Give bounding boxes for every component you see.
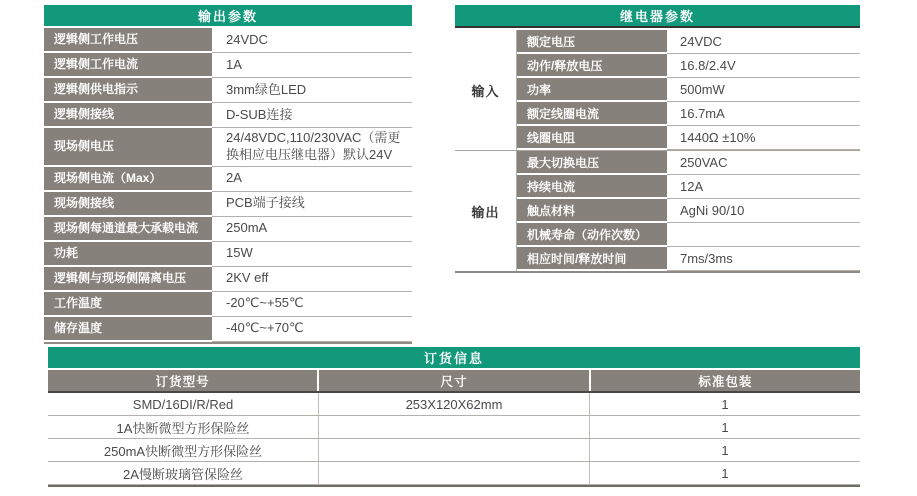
spec-label: 持续电流 [517,175,667,199]
table-bottom-border [455,271,860,273]
spec-label: 最大切换电压 [517,151,667,175]
spec-value: 2KV eff [212,267,412,292]
package-cell: 1 [589,393,860,416]
spec-label: 工作温度 [44,292,212,317]
table-row [517,175,860,199]
spec-value: -40℃~+70℃ [212,317,412,342]
table-row [517,223,860,247]
table-row [517,78,860,102]
package-cell: 1 [589,439,860,462]
spec-value: 24VDC [667,30,860,54]
package-cell: 1 [589,416,860,439]
size-cell [318,462,589,485]
spec-label: 逻辑侧接线 [44,103,212,128]
spec-label: 动作/释放电压 [517,54,667,78]
spec-label: 逻辑侧供电指示 [44,78,212,103]
spec-value: 16.7mA [667,102,860,126]
relay-parameters-table [455,5,860,273]
table-row [44,192,412,217]
table-row [44,28,412,53]
table-row [48,393,860,416]
model-cell: 1A快断微型方形保险丝 [48,416,318,439]
column-header-package: 标准包装 [589,370,860,391]
spec-value: -20℃~+55℃ [212,292,412,317]
column-header-size: 尺寸 [317,370,588,391]
spec-value: 24VDC [212,28,412,53]
model-cell: 250mA快断微型方形保险丝 [48,439,318,462]
table-bottom-border [48,485,860,487]
spec-value: 500mW [667,78,860,102]
spec-label: 触点材料 [517,199,667,223]
spec-label: 储存温度 [44,317,212,342]
spec-label: 逻辑侧工作电压 [44,28,212,53]
spec-value: D-SUB连接 [212,103,412,128]
table-row [44,317,412,342]
spec-label: 逻辑侧工作电流 [44,53,212,78]
spec-value: 2A [212,167,412,192]
table-row [44,78,412,103]
spec-label: 机械寿命（动作次数） [517,223,667,247]
size-cell: 253X120X62mm [318,393,589,416]
table-row [44,267,412,292]
spec-label: 相应时间/释放时间 [517,247,667,271]
spec-value: 1A [212,53,412,78]
table-row [44,128,412,167]
spec-value: 7ms/3ms [667,247,860,271]
table-bottom-border [44,342,412,344]
spec-label: 线圈电阻 [517,126,667,150]
spec-label: 现场侧接线 [44,192,212,217]
relay-parameters-title: 继电器参数 [455,5,860,28]
output-parameters-table [44,5,412,344]
model-cell: 2A慢断玻璃管保险丝 [48,462,318,485]
table-row [48,416,860,439]
spec-value: 16.8/2.4V [667,54,860,78]
table-row [517,247,860,271]
output-parameters-title: 输出参数 [44,5,412,26]
spec-value: PCB端子接线 [212,192,412,217]
spec-label: 现场侧电压 [44,128,212,167]
spec-value: 15W [212,242,412,267]
table-row [517,199,860,223]
spec-label: 逻辑侧与现场侧隔离电压 [44,267,212,292]
table-row [48,462,860,485]
table-row [517,102,860,126]
spec-value: 3mm绿色LED [212,78,412,103]
table-row [517,54,860,78]
spec-label: 功耗 [44,242,212,267]
ordering-info-title: 订货信息 [48,347,860,368]
ordering-header-row [48,370,860,393]
output-parameters-body [44,28,412,344]
table-row [44,103,412,128]
size-cell [318,439,589,462]
table-row [517,151,860,175]
spec-value [667,223,860,247]
table-row [44,217,412,242]
group-label-input: 输入 [455,30,517,150]
table-row [44,167,412,192]
spec-value: 1440Ω ±10% [667,126,860,150]
table-row [44,292,412,317]
spec-value: 250mA [212,217,412,242]
package-cell: 1 [589,462,860,485]
spec-label: 额定线圈电流 [517,102,667,126]
relay-output-section [455,151,860,271]
table-row [44,242,412,267]
column-header-model: 订货型号 [48,370,317,391]
spec-label: 功率 [517,78,667,102]
spec-label: 现场侧每通道最大承载电流 [44,217,212,242]
table-row [517,30,860,54]
table-row [48,439,860,462]
spec-value: 12A [667,175,860,199]
table-row [44,53,412,78]
table-row [517,126,860,150]
group-label-output: 输出 [455,151,517,271]
spec-label: 现场侧电流（Max） [44,167,212,192]
spec-value: 24/48VDC,110/230VAC（需更换相应电压继电器）默认24V [212,128,412,167]
size-cell [318,416,589,439]
ordering-info-table [48,347,860,487]
relay-parameters-body [455,30,860,273]
spec-label: 额定电压 [517,30,667,54]
model-cell: SMD/16DI/R/Red [48,393,318,416]
spec-value: AgNi 90/10 [667,199,860,223]
relay-input-section [455,30,860,150]
spec-value: 250VAC [667,151,860,175]
